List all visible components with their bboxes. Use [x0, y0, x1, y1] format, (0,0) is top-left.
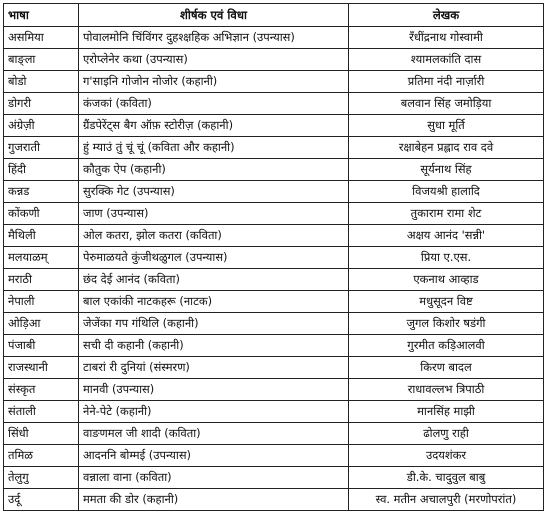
table-row	[4, 203, 544, 225]
cell-title-genre: कंजकां (कविता)	[79, 93, 349, 115]
cell-language: ओड़िआ	[4, 313, 79, 335]
cell-language: डोगरी	[4, 93, 79, 115]
cell-language: मलयाळम्	[4, 247, 79, 269]
cell-author: श्यामलकांति दास	[349, 49, 544, 71]
cell-title-genre: नेने-पेटे (कहानी)	[79, 401, 349, 423]
cell-title-genre: ओल कतरा, झोल कतरा (कविता)	[79, 225, 349, 247]
cell-author: प्रतिमा नंदी नार्ज़ारी	[349, 71, 544, 93]
cell-author: राधावल्लभ त्रिपाठी	[349, 379, 544, 401]
table-row	[4, 49, 544, 71]
cell-author: तुकाराम रामा शेट	[349, 203, 544, 225]
table-row	[4, 247, 544, 269]
award-winners-table	[3, 3, 544, 511]
cell-language: पंजाबी	[4, 335, 79, 357]
cell-author: उदयशंकर	[349, 445, 544, 467]
cell-title-genre: छंद देई आनंद (कविता)	[79, 269, 349, 291]
cell-language: तेलुगु	[4, 467, 79, 489]
cell-language: मैथिली	[4, 225, 79, 247]
cell-language: बोडो	[4, 71, 79, 93]
table-row	[4, 445, 544, 467]
table-row	[4, 401, 544, 423]
table-row	[4, 115, 544, 137]
award-list-sheet	[3, 3, 543, 511]
table-row	[4, 335, 544, 357]
table-row	[4, 489, 544, 511]
cell-author: गुरमीत कड़िआलवी	[349, 335, 544, 357]
table-row	[4, 423, 544, 445]
cell-title-genre: कौतुक ऐप (कहानी)	[79, 159, 349, 181]
header-title-genre: शीर्षक एवं विधा	[79, 4, 349, 27]
table-header-row	[4, 4, 544, 27]
cell-language: नेपाली	[4, 291, 79, 313]
table-row	[4, 27, 544, 49]
cell-language: मराठी	[4, 269, 79, 291]
table-row	[4, 379, 544, 401]
cell-language: असमिया	[4, 27, 79, 49]
cell-language: संताली	[4, 401, 79, 423]
cell-author: रँधींद्रनाथ गोस्वामी	[349, 27, 544, 49]
cell-language: गुजराती	[4, 137, 79, 159]
cell-title-genre: एरोप्लेनेर कथा (उपन्यास)	[79, 49, 349, 71]
cell-title-genre: सुरक्कि गेट (उपन्यास)	[79, 181, 349, 203]
cell-author: रक्षाबेहन प्रह्लाद राव दवे	[349, 137, 544, 159]
cell-author: सुधा मूर्ति	[349, 115, 544, 137]
cell-language: अंग्रेज़ी	[4, 115, 79, 137]
cell-title-genre: ग्रैंडपेरेंट्स बैग ऑफ़ स्टोरीज़ (कहानी)	[79, 115, 349, 137]
cell-language: राजस्थानी	[4, 357, 79, 379]
cell-author: सूर्यनाथ सिंह	[349, 159, 544, 181]
cell-title-genre: हुं म्याउं तुं चूं चूं (कविता और कहानी)	[79, 137, 349, 159]
table-row	[4, 291, 544, 313]
cell-author: मधुसूदन विष्ट	[349, 291, 544, 313]
cell-language: उर्दू	[4, 489, 79, 511]
cell-author: मानसिंह माझी	[349, 401, 544, 423]
cell-language: बाङ्ला	[4, 49, 79, 71]
cell-title-genre: पेरुमाळयते कुंजीथळुगल (उपन्यास)	[79, 247, 349, 269]
table-row	[4, 313, 544, 335]
table-row	[4, 181, 544, 203]
table-row	[4, 137, 544, 159]
cell-author: विजयश्री हालादि	[349, 181, 544, 203]
cell-title-genre: मानवी (उपन्यास)	[79, 379, 349, 401]
table-row	[4, 93, 544, 115]
cell-language: हिंदी	[4, 159, 79, 181]
table-row	[4, 71, 544, 93]
cell-title-genre: जाण (उपन्यास)	[79, 203, 349, 225]
table-body	[4, 27, 544, 511]
cell-author: ढोलणु राही	[349, 423, 544, 445]
table-row	[4, 225, 544, 247]
cell-title-genre: बाल एकांकी नाटकहरू (नाटक)	[79, 291, 349, 313]
cell-title-genre: वन्नाला वाना (कविता)	[79, 467, 349, 489]
cell-author: जुगल किशोर षडंगी	[349, 313, 544, 335]
header-author: लेखक	[349, 4, 544, 27]
table-row	[4, 269, 544, 291]
header-language: भाषा	[4, 4, 79, 27]
cell-author: अक्षय आनंद 'सन्नी'	[349, 225, 544, 247]
cell-language: कोंकणी	[4, 203, 79, 225]
cell-author: बलवान सिंह जमोड़िया	[349, 93, 544, 115]
cell-language: तमिळ	[4, 445, 79, 467]
cell-title-genre: आदननि बोम्मई (उपन्यास)	[79, 445, 349, 467]
cell-title-genre: टाबरां री दुनियां (संस्मरण)	[79, 357, 349, 379]
table-row	[4, 159, 544, 181]
cell-title-genre: सची दी कहानी (कहानी)	[79, 335, 349, 357]
cell-title-genre: वाङणमल जी शादी (कविता)	[79, 423, 349, 445]
cell-title-genre: जेजेंका गप गंथिलि (कहानी)	[79, 313, 349, 335]
cell-title-genre: ग'साइनि गोजोन नोजोर (कहानी)	[79, 71, 349, 93]
cell-language: कन्नड	[4, 181, 79, 203]
cell-author: स्व. मतीन अचालपुरी (मरणोपरांत)	[349, 489, 544, 511]
cell-author: प्रिया ए.एस.	[349, 247, 544, 269]
cell-language: संस्कृत	[4, 379, 79, 401]
table-row	[4, 357, 544, 379]
cell-title-genre: पोवालमोनि चिंविंगर दुहश्क्षहिक अभिज्ञान (उपन्यास)	[79, 27, 349, 49]
cell-author: डी.के. चादुवुल बाबु	[349, 467, 544, 489]
cell-language: सिंधी	[4, 423, 79, 445]
table-row	[4, 467, 544, 489]
cell-title-genre: ममता की डोर (कहानी)	[79, 489, 349, 511]
cell-author: एकनाथ आव्हाड	[349, 269, 544, 291]
cell-author: किरण बादल	[349, 357, 544, 379]
